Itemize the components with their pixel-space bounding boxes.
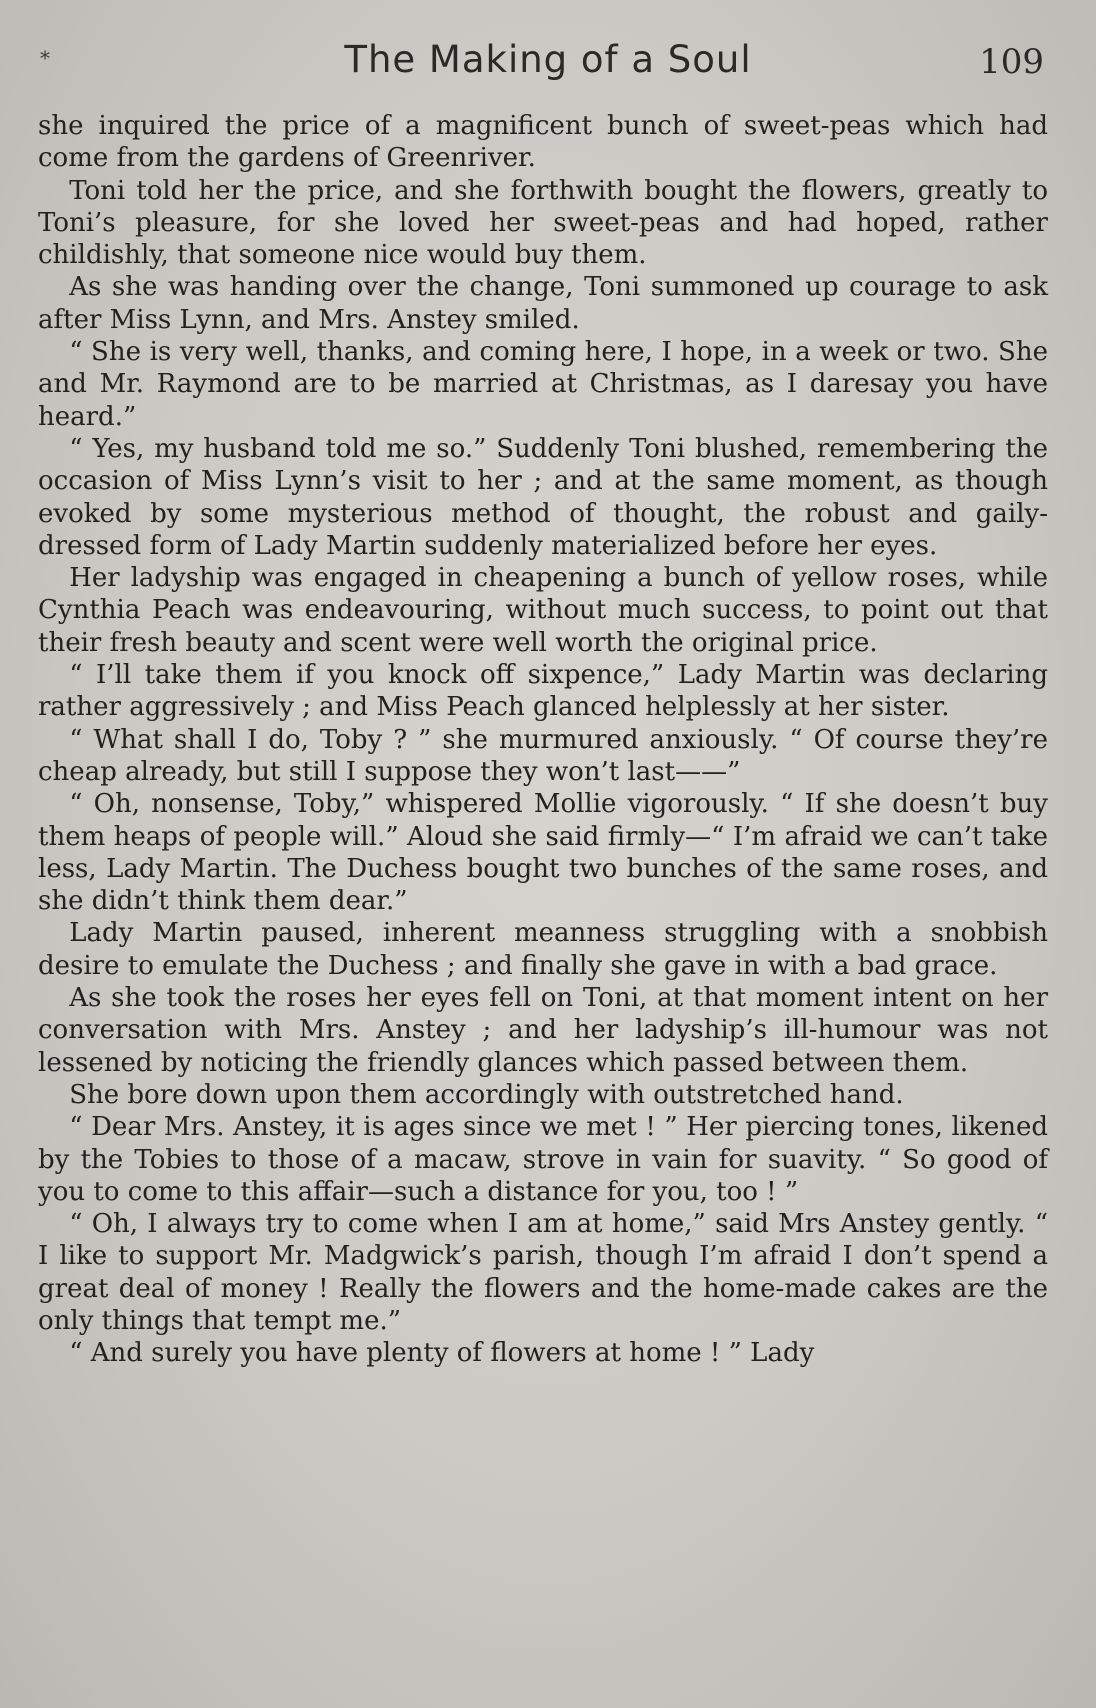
page-number: 109 (979, 42, 1044, 82)
paragraph: “ Oh, I always try to come when I am at home,” said Mrs Anstey gently. “ I like to support Mr. Madgwick’s parish, though I’m afraid I don’t spend a great deal of money ! Really the flowers and the home-made cakes are the only things that tempt me.” (38, 1209, 1048, 1336)
paragraph: Lady Martin paused, inherent meanness struggling with a snobbish desire to emulate the Duchess ; and finally she gave in with a bad grace. (38, 918, 1048, 981)
running-head (0, 38, 1096, 98)
paragraph: “ She is very well, thanks, and coming here, I hope, in a week or two. She and Mr. Raymond are to be married at Christmas, as I daresay you have heard.” (38, 337, 1048, 432)
paragraph: “ Dear Mrs. Anstey, it is ages since we met ! ” Her piercing tones, likened by the Tobies to those of a macaw, strove in vain for suavity. “ So good of you to come to this affair—such a distance for you, too ! ” (38, 1112, 1048, 1207)
paragraph: Her ladyship was engaged in cheapening a bunch of yellow roses, while Cynthia Peach was endeavouring, without much success, to point out that their fresh beauty and scent were well worth the original price. (38, 563, 1048, 658)
book-title: The Making of a Soul (344, 38, 752, 81)
paragraph: she inquired the price of a magnificent bunch of sweet-peas which had come from the gardens of Greenriver. (38, 111, 1048, 174)
printer-mark: * (40, 46, 50, 70)
paragraph: “ I’ll take them if you knock off sixpence,” Lady Martin was declaring rather aggressively ; and Miss Peach glanced helplessly at her sister. (38, 660, 1048, 723)
paragraph: As she was handing over the change, Toni summoned up courage to ask after Miss Lynn, and Mrs. Anstey smiled. (38, 272, 1048, 335)
paragraph: As she took the roses her eyes fell on Toni, at that moment intent on her conversation with Mrs. Anstey ; and her ladyship’s ill-humour was not lessened by noticing the friendly glances which passed between them. (38, 983, 1048, 1078)
paragraph: She bore down upon them accordingly with outstretched hand. (69, 1079, 904, 1110)
paragraph: “ Yes, my husband told me so.” Suddenly Toni blushed, remembering the occasion of Miss Lynn’s visit to her ; and at the same moment, as though evoked by some mysterious method of thought, the robust and gaily-dressed form of Lady Martin suddenly materialized before her eyes. (38, 433, 1048, 561)
paragraph: Toni told her the price, and she forthwith bought the flowers, greatly to Toni’s pleasure, for she loved her sweet-peas and had hoped, rather childishly, that someone nice would buy them. (38, 175, 1048, 271)
paragraph: “ What shall I do, Toby ? ” she murmured anxiously. “ Of course they’re cheap already, but still I suppose they won’t last——” (38, 724, 1048, 787)
paragraph: “ And surely you have plenty of flowers at home ! ” Lady (69, 1338, 815, 1369)
text-body (38, 110, 1048, 1370)
paragraph: “ Oh, nonsense, Toby,” whispered Mollie vigorously. “ If she doesn’t buy them heaps of people will.” Aloud she said firmly—“ I’m afraid we can’t take less, Lady Martin. The Duchess bought two bunches of the same roses, and she didn’t think them dear.” (38, 789, 1048, 917)
